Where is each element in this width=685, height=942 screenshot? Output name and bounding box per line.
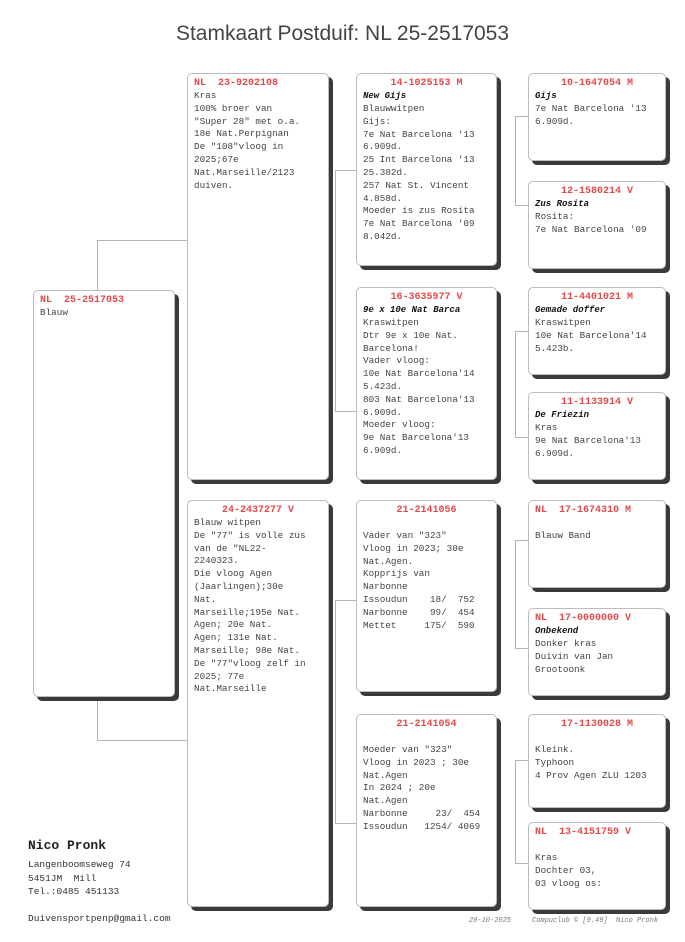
card-text: Blauwwitpen Gijs: 7e Nat Barcelona '13 6.909d. 25 Int Barcelona '13 25.382d. 257 Nat St. Vincent 4.858d. Moeder is zus Rosita 7e Nat Barcelona '09 8.042d. [363,103,475,242]
card-text: Moeder van "323" Vloog in 2023 ; 30e Nat.Agen In 2024 ; 20e Nat.Agen Narbonne 23/ 454 Issoudun 1254/ 4069 [363,744,481,832]
pigeon-card-great-grandparent[interactable] [528,822,666,910]
ring-number: 17-1130028 M [560,719,633,730]
owner-phone: Tel.:0485 451133 [28,886,120,897]
owner-info [28,838,171,925]
ring-number: 21-2141054 [396,719,457,730]
pigeon-name [535,517,659,530]
card-text: Kras 100% broer van "Super 28" met o.a. 18e Nat.Perpignan De "108"vloog in 2025;67e Nat.Marseille/2123 duiven. [194,90,301,191]
owner-address-line: 5451JM Mill [28,872,97,884]
pigeon-name: New Gijs [363,91,407,101]
connector-line [335,600,358,824]
card-text: Blauw [40,307,68,318]
card-text: Rosita: 7e Nat Barcelona '09 [535,211,647,235]
ring-number: 21-2141056 [396,505,457,516]
ring-number: 16-3635977 V [390,292,463,303]
pigeon-name [535,839,659,852]
pigeon-card-grandfather-maternal[interactable] [356,500,497,692]
pigeon-card-great-grandparent[interactable] [528,392,666,480]
owner-name: Nico Pronk [28,838,107,853]
spacer [28,899,171,912]
pigeon-card-great-grandparent[interactable] [528,500,666,588]
card-text: Kraswitpen Dtr 9e x 10e Nat. Barcelona! Vader vloog: 10e Nat Barcelona'14 5.423d. 803 Nat Barcelona'13 6.909d. Moeder vloog: 9e Nat Barcelona'13 6.909d. [363,317,475,456]
pigeon-card-grandfather-paternal[interactable] [356,73,497,266]
pigeon-name [363,517,490,530]
ring-number: 12-1580214 V [560,186,633,197]
ring-number: NL 23-9202108 [194,78,279,89]
page-title: Stamkaart Postduif: NL 25-2517053 [175,22,510,45]
pigeon-card-grandmother-maternal[interactable] [356,714,497,907]
card-text: Kras Dochter 03, 03 vloog os: [535,852,602,889]
pigeon-card-subject[interactable] [33,290,175,697]
print-date: 20-10-2025 [469,917,512,925]
card-text: Kraswitpen 10e Nat Barcelona'14 5.423b. [535,317,647,354]
ring-number: NL 17-1674310 M [535,505,632,516]
ring-number: NL 25-2517053 [40,295,125,306]
owner-email[interactable]: Duivensportpenp@gmail.com [28,912,171,924]
pigeon-name: Gemade doffer [535,305,606,315]
connector-line [97,697,190,741]
pigeon-name: Onbekend [535,626,579,636]
pigeon-name: De Friezin [535,410,590,420]
card-text: Donker kras Duivin van Jan Grootoonk [535,638,614,675]
card-text: 7e Nat Barcelona '13 6.909d. [535,103,647,127]
ring-number: 10-1647054 M [560,78,633,89]
ring-number: 11-4401021 M [560,292,633,303]
card-text: Vader van "323" Vloog in 2023; 30e Nat.Agen. Kopprijs van Narbonne Issoudun 18/ 752 Narbonne 99/ 454 Mettet 175/ 590 [363,530,475,631]
pigeon-name [535,731,659,744]
software-credit: Compuclub © [9.49] Nico Pronk [532,917,659,925]
pigeon-name: Zus Rosita [535,199,590,209]
card-text: Kleink. Typhoon 4 Prov Agen ZLU 1203 [535,744,647,781]
pigeon-name: Gijs [535,91,557,101]
pigeon-card-grandmother-paternal[interactable] [356,287,497,480]
pigeon-card-great-grandparent[interactable] [528,73,666,161]
ring-number: 11-1133914 V [560,397,633,408]
pigeon-name: 9e x 10e Nat Barca [363,305,461,315]
ring-number: 24-2437277 V [221,505,294,516]
pigeon-card-great-grandparent[interactable] [528,714,666,808]
connector-line [335,170,358,412]
ring-number: 14-1025153 M [390,78,463,89]
pigeon-card-father[interactable] [187,73,329,480]
pigeon-card-great-grandparent[interactable] [528,608,666,696]
pigeon-card-mother[interactable] [187,500,329,907]
card-text: Blauw witpen De "77" is volle zus van de "NL22- 2240323. Die vloog Agen (Jaarlingen);30e Nat. Marseille;195e Nat. Agen; 20e Nat. Agen; 131e Nat. Marseille; 98e Nat. De "77"vloog zelf in 2025; 77e Nat.Marseille [194,517,306,695]
ring-number: NL 13-4151759 V [535,827,632,838]
pigeon-card-great-grandparent[interactable] [528,181,666,269]
pigeon-card-great-grandparent[interactable] [528,287,666,375]
card-text: Blauw Band [535,530,591,541]
ring-number: NL 17-0000000 V [535,613,632,624]
owner-address-line: Langenboomseweg 74 [28,859,131,870]
connector-line [97,240,190,291]
pigeon-name [363,731,490,744]
card-text: Kras 9e Nat Barcelona'13 6.909d. [535,422,642,459]
